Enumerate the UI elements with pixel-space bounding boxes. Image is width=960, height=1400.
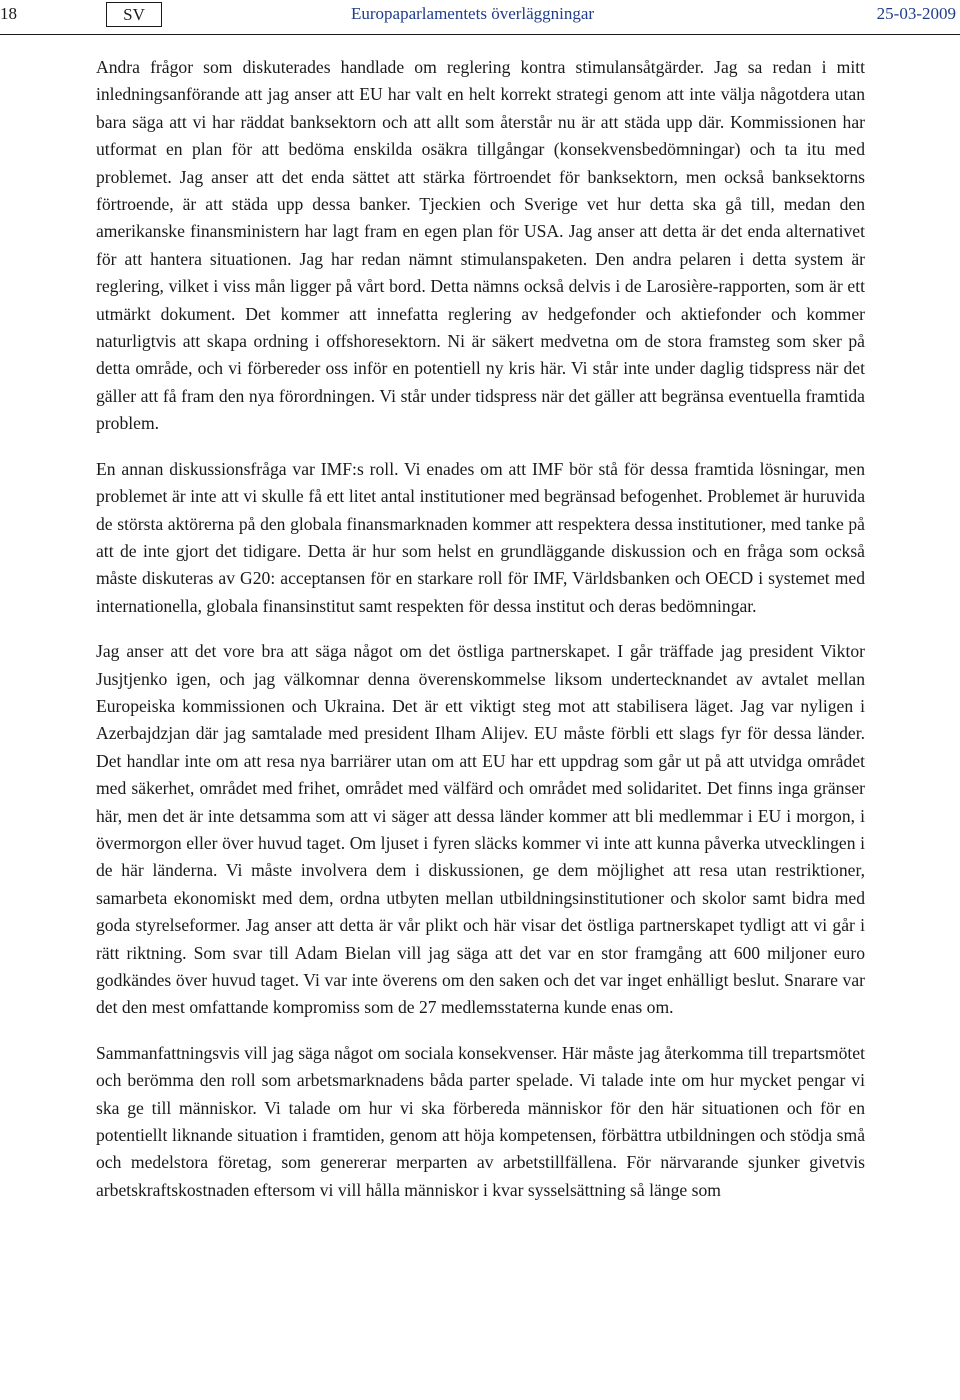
paragraph: En annan diskussionsfråga var IMF:s roll. Vi enades om att IMF bör stå för dessa framtida lösningar, men problemet är inte att vi skulle få ett litet antal institutioner med begränsad befogenhet. Problemet är huruvida de största aktörerna på den globala finansmarknaden kommer att respektera dessa institutioner, med tanke på att de inte gjort det tidigare. Detta är hur som helst en grundläggande diskussion och en fråga som också måste diskuteras av G20: acceptansen för en starkare roll för IMF, Världsbanken och OECD i systemet med internationella, globala finansinstitut samt respekten för dessa institut och deras bedömningar. <box>96 458 865 616</box>
document-date: 25-03-2009 <box>876 4 956 23</box>
paragraph: Sammanfattningsvis vill jag säga något om sociala konsekvenser. Här måste jag återkomma till trepartsmötet och berömma den roll som arbetsmarknadens båda parter spelade. Vi talade inte om hur mycket pengar vi ska ge till människor. Vi talade om hur vi ska förbereda människor för den här situationen och för en potentiellt liknande situation i framtiden, genom att höja kompetensen, förbättra utbildningen och stödja små och medelstora företag, som genererar merparten av arbetstillfällena. För närvarande sjunker givetvis arbetskraftskostnaden eftersom vi vill hålla människor i kvar sysselsättning så länge som <box>96 1042 865 1200</box>
paragraph: Jag anser att det vore bra att säga något om det östliga partnerskapet. I går träffade jag president Viktor Jusjtjenko igen, och jag välkomnar denna överenskommelse liksom undertecknandet av avtalet mellan Europeiska kommissionen och Ukraina. Det är ett viktigt steg mot att stabilisera läget. Jag var nyligen i Azerbajdzjan där jag samtalade med president Ilham Alijev. EU måste förbli ett slags fyr för dessa länder. Det handlar inte om att resa nya barriärer utan om att EU har ett uppdrag som går ut på att utvidga området med säkerhet, området med frihet, området med välfärd och området med solidaritet. Det finns inga gränser här, men det är inte detsamma som att vi säger att dessa länder kommer att bli medlemmar i EU i morgon, i övermorgon eller över huvud taget. Om ljuset i fyren släcks kommer vi inte att kunna påverka utvecklingen i de här länderna. Vi måste involvera dem i diskussionen, ge dem möjlighet att resa utan restriktioner, samarbeta ekonomiskt med dem, ordna utbyten mellan utbildningsinstitutioner och skolor samt bidra med goda styrelseformer. Jag anser att detta är vår plikt och här visar det östliga partnerskapet tydligt att vi går i rätt riktning. Som svar till Adam Bielan vill jag säga att det var en stor framgång att 600 miljoner euro godkändes över huvud taget. Vi var inte överens om den saken och det var inget enhälligt beslut. Snarare var det den mest omfattande kompromiss som de 27 medlemsstaterna kunde enas om. <box>96 641 865 1018</box>
language-code-box: SV <box>106 2 162 27</box>
page-header <box>0 0 960 34</box>
header-divider <box>0 34 960 35</box>
page-number: 18 <box>0 4 17 23</box>
document-title: Europaparlamentets överläggningar <box>351 4 595 23</box>
body-text <box>96 54 865 1222</box>
paragraph: Andra frågor som diskuterades handlade om reglering kontra stimulansåtgärder. Jag sa redan i mitt inledningsanförande att jag anser att EU har valt en helt korrekt strategi genom att inte välja någotdera utan bara säga att vi har räddat banksektorn och att allt som återstår nu är att städa upp där. Kommissionen har utformat en plan för att bedöma enskilda osäkra tillgångar (konsekvensbedömningar) och ta itu med problemet. Jag anser att det enda sättet att stärka förtroendet för banksektorn, men också banksektorns förtroende, är att städa upp dessa banker. Tjeckien och Sverige vet hur detta ska gå till, medan den amerikanske finansministern har lagt fram en egen plan för USA. Jag anser att detta är det enda alternativet för att hantera situationen. Jag har redan nämnt stimulanspaketen. Den andra pelaren i detta system är reglering, vilket i viss mån ligger på vårt bord. Detta nämns också delvis i de Larosière-rapporten, som är ett utmärkt dokument. Det kommer att innefatta reglering av hedgefonder och aktiefonder och kommer naturligtvis att skapa ordning i offshoresektorn. Ni är säkert medvetna om de stora framsteg som sker på detta område, och vi förbereder oss inför en potentiell ny kris här. Vi står inte under daglig tidspress när det gäller att få fram den nya förordningen. Vi står under tidspress när det gäller att begränsa eventuella framtida problem. <box>96 57 865 434</box>
